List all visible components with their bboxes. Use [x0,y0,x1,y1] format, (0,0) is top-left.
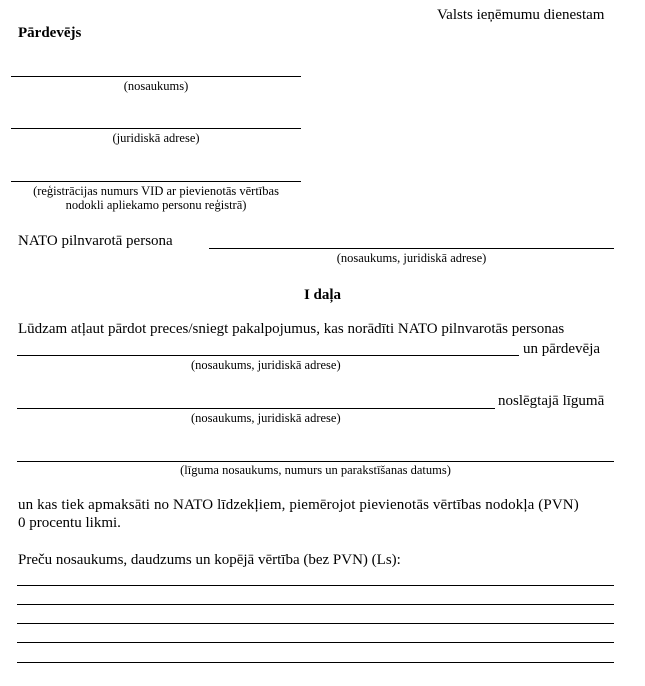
seller-heading: Pārdevējs [18,25,82,41]
contract-caption: (līguma nosaukums, numurs un parakstīšanas datums) [180,463,451,477]
part1-heading: I daļa [303,287,342,303]
seller-address-caption: (juridiskā adrese) [112,131,200,145]
goods-line[interactable] [17,662,614,663]
seller-registration-line[interactable] [11,181,301,182]
recipient-text: Valsts ieņēmumu dienestam [437,7,605,23]
and-seller-text: un pārdevēja [523,341,601,357]
paid-text-line1: un kas tiek apmaksāti no NATO līdzekļiem, piemērojot pievienotās vērtības nodokļa (PVN) [18,497,579,513]
seller-address-line[interactable] [11,128,301,129]
goods-line[interactable] [17,623,614,624]
contract-line[interactable] [17,461,614,462]
seller-party-caption: (nosaukums, juridiskā adrese) [191,411,341,425]
nato-person-line[interactable] [209,248,614,249]
goods-line[interactable] [17,604,614,605]
goods-line[interactable] [17,585,614,586]
nato-party-caption: (nosaukums, juridiskā adrese) [191,358,341,372]
goods-line[interactable] [17,642,614,643]
nato-party-line[interactable] [17,355,519,356]
seller-registration-caption-1: (reģistrācijas numurs VID ar pievienotās vērtības [33,184,279,198]
goods-label: Preču nosaukums, daudzums un kopējā vērtība (bez PVN) (Ls): [18,552,401,568]
seller-name-line[interactable] [11,76,301,77]
concluded-text: noslēgtajā līgumā [498,393,605,409]
nato-label: NATO pilnvarotā persona [18,233,173,249]
seller-registration-caption-2: nodokli apliekamo personu reģistrā) [65,198,247,212]
nato-caption: (nosaukums, juridiskā adrese) [336,251,487,265]
seller-name-caption: (nosaukums) [123,79,189,93]
request-text: Lūdzam atļaut pārdot preces/sniegt pakalpojumus, kas norādīti NATO pilnvarotās personas [18,321,565,337]
paid-text-line2: 0 procentu likmi. [18,515,121,531]
seller-party-line[interactable] [17,408,495,409]
